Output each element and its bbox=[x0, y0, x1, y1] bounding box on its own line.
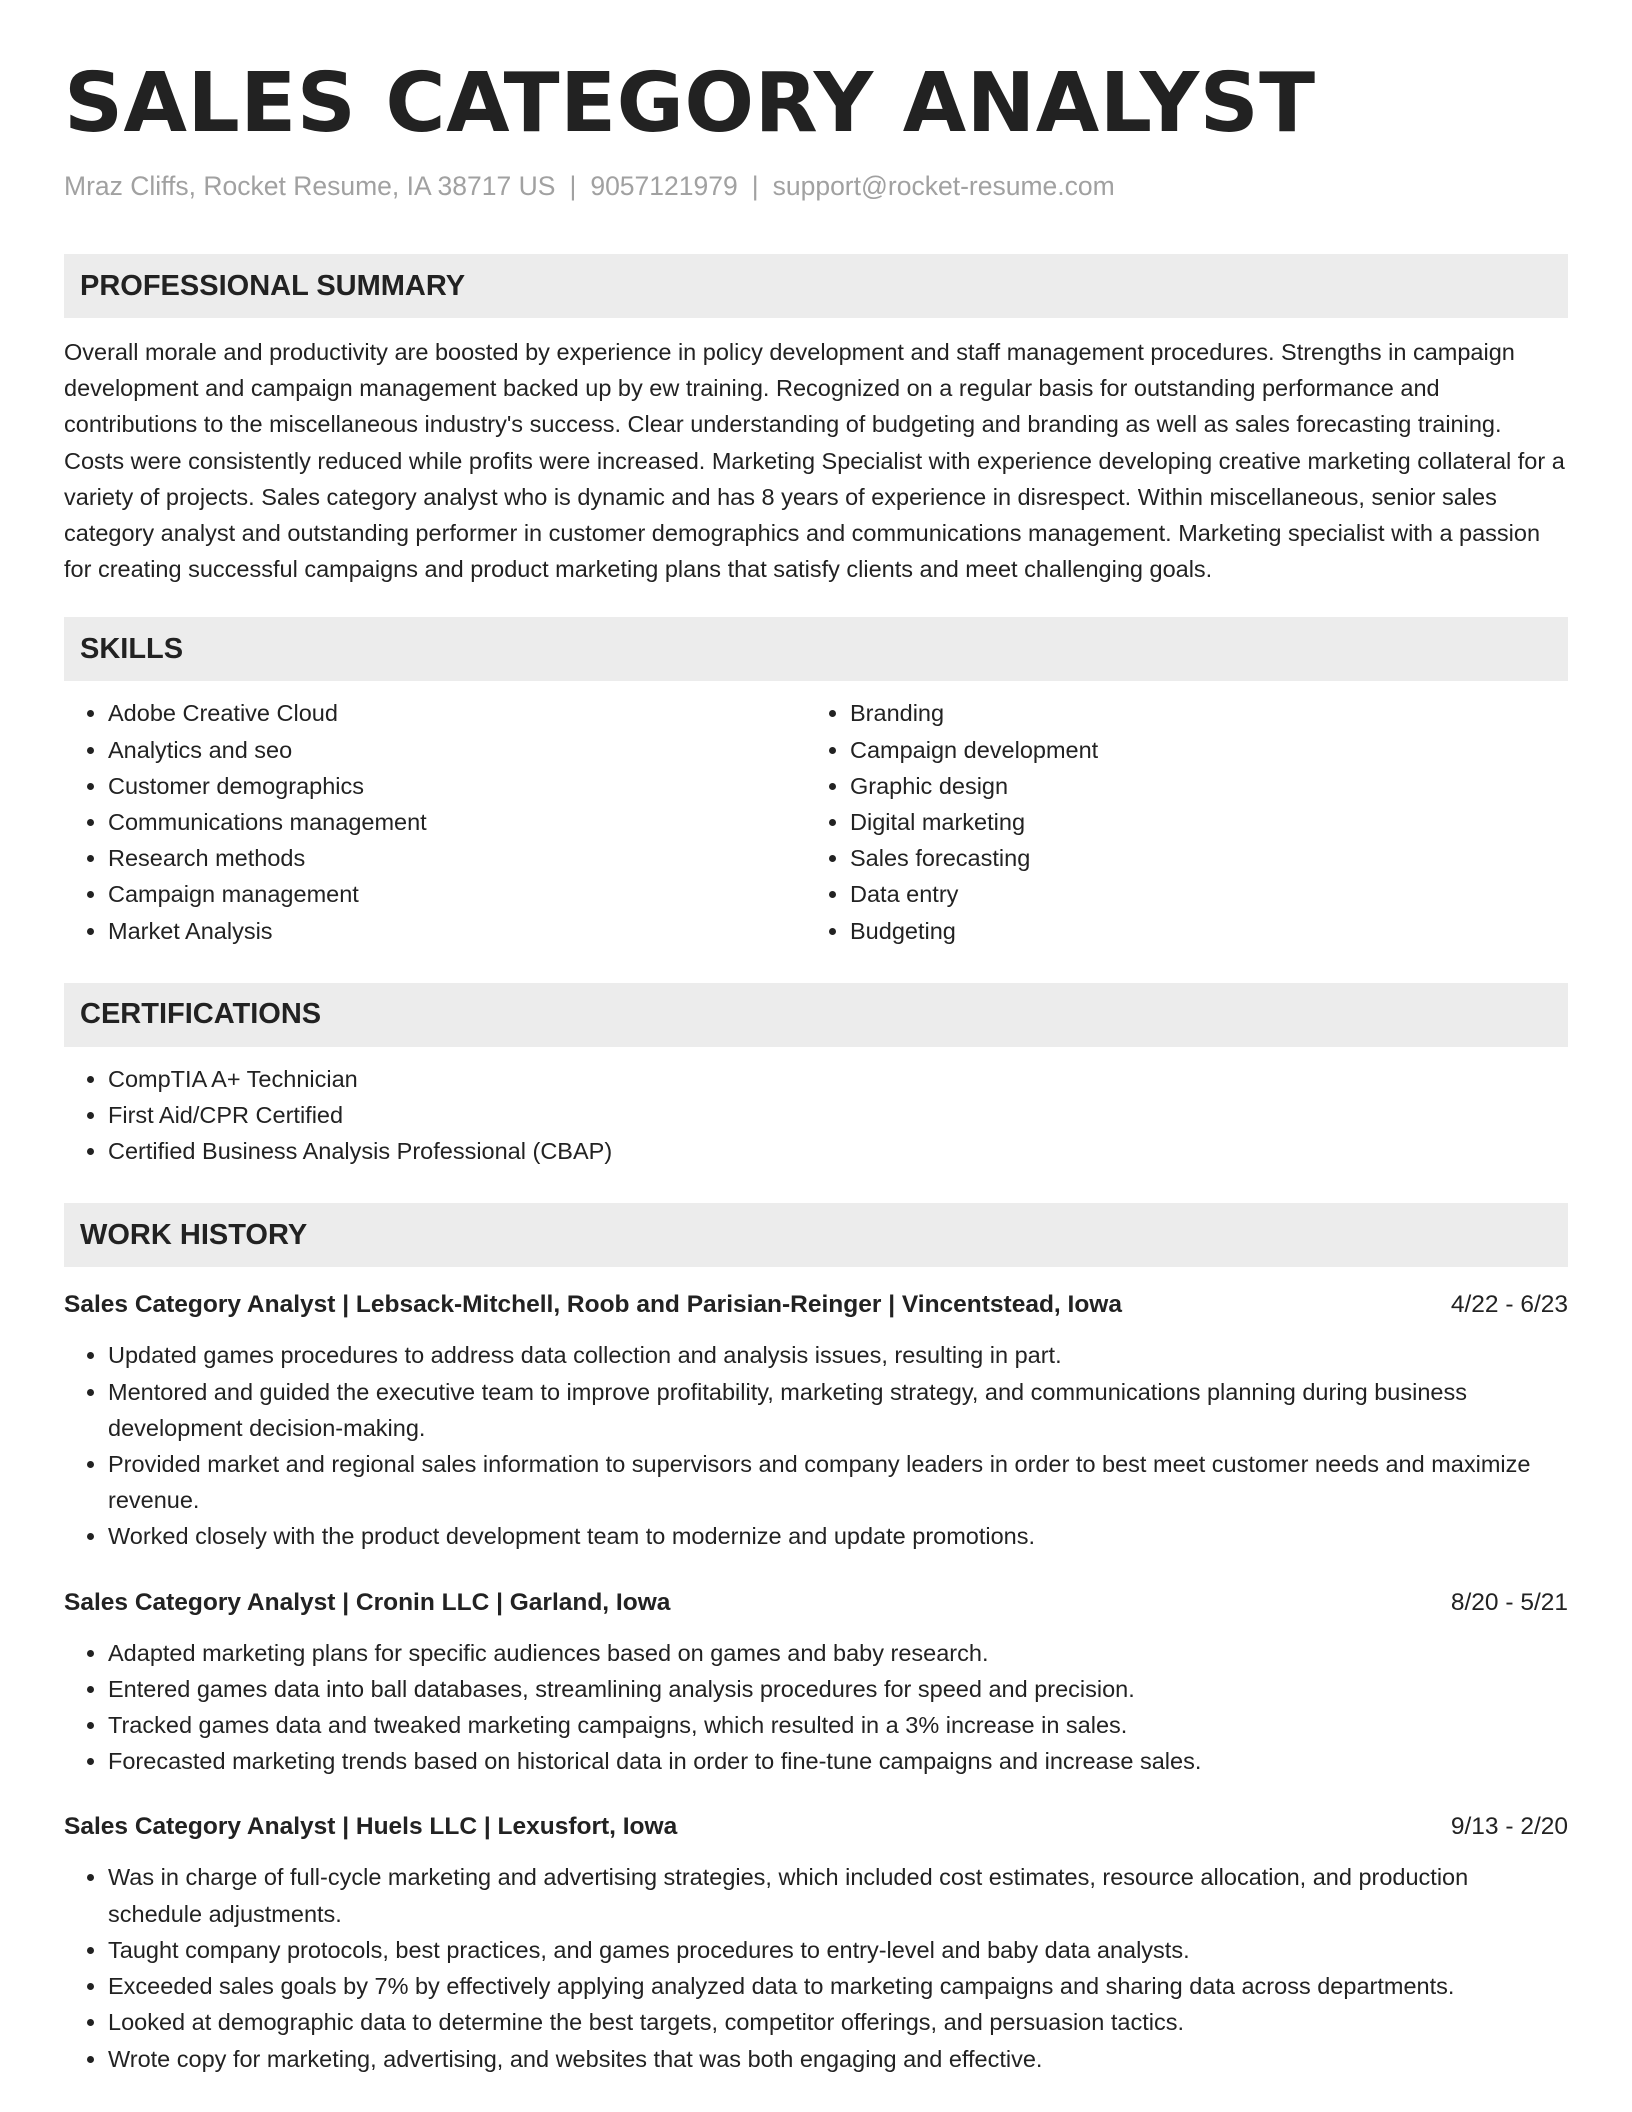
address: Mraz Cliffs, Rocket Resume, IA 38717 US bbox=[64, 171, 556, 201]
job-header bbox=[64, 1585, 1568, 1621]
skill-item: • Budgeting bbox=[850, 913, 1548, 949]
job-title: Sales Category Analyst | Cronin LLC | Garland, Iowa bbox=[64, 1588, 671, 1616]
certification-item: • Certified Business Analysis Professional (CBAP) bbox=[108, 1133, 1568, 1169]
resume-page bbox=[64, 50, 1568, 2077]
certification-item: • First Aid/CPR Certified bbox=[108, 1097, 1568, 1133]
contact-separator: | bbox=[569, 171, 577, 201]
section-heading-work-history: WORK HISTORY bbox=[64, 1203, 1568, 1267]
job-bullet: • Updated games procedures to address data collection and analysis issues, resulting in part. bbox=[108, 1337, 1568, 1373]
job-header bbox=[64, 1809, 1568, 1845]
certifications-list bbox=[64, 1061, 1568, 1170]
skill-item: • Campaign development bbox=[850, 732, 1548, 768]
job-entry bbox=[64, 1585, 1568, 1780]
job-bullet: • Exceeded sales goals by 7% by effectively applying analyzed data to marketing campaigns and sharing data across departments. bbox=[108, 1968, 1568, 2004]
skill-item: • Campaign management bbox=[108, 876, 806, 912]
skills-list bbox=[64, 681, 1568, 948]
job-bullet: • Tracked games data and tweaked marketing campaigns, which resulted in a 3% increase in sales. bbox=[108, 1707, 1568, 1743]
skills-column-left bbox=[64, 695, 806, 948]
section-heading-skills: SKILLS bbox=[64, 617, 1568, 681]
summary-text: Overall morale and productivity are boosted by experience in policy development and staff management procedures. Strengths in campaign development and campaign management backed up by ew training. Recognized on a regular basis for outstanding performance and contributions to the miscellaneous industry's success. Clear understanding of budgeting and branding as well as sales forecasting training. Costs were consistently reduced while profits were increased. Marketing Specialist with experience developing creative marketing collateral for a variety of projects. Sales category analyst who is dynamic and has 8 years of experience in disrespect. Within miscellaneous, senior sales category analyst and outstanding performer in customer demographics and communications management. Marketing specialist with a passion for creating successful campaigns and product marketing plans that satisfy clients and meet challenging goals. bbox=[64, 339, 1565, 583]
job-entry bbox=[64, 1287, 1568, 1554]
job-bullet: • Adapted marketing plans for specific audiences based on games and baby research. bbox=[108, 1635, 1568, 1671]
section-heading-summary: PROFESSIONAL SUMMARY bbox=[64, 254, 1568, 318]
job-bullets bbox=[64, 1337, 1568, 1554]
skill-item: • Communications management bbox=[108, 804, 806, 840]
email: support@rocket-resume.com bbox=[772, 171, 1115, 201]
job-bullets bbox=[64, 1859, 1568, 2076]
job-bullet: • Worked closely with the product development team to modernize and update promotions. bbox=[108, 1518, 1568, 1554]
contact-line bbox=[64, 168, 1568, 204]
skill-item: • Sales forecasting bbox=[850, 840, 1548, 876]
job-title: Sales Category Analyst | Lebsack-Mitchell, Roob and Parisian-Reinger | Vincentstead, Iowa bbox=[64, 1291, 1122, 1319]
skill-item: • Analytics and seo bbox=[108, 732, 806, 768]
job-bullet: • Provided market and regional sales information to supervisors and company leaders in order to best meet customer needs and maximize revenue. bbox=[108, 1446, 1568, 1518]
skill-item: • Graphic design bbox=[850, 768, 1548, 804]
phone: 9057121979 bbox=[590, 171, 738, 201]
job-header bbox=[64, 1287, 1568, 1323]
page-title: SALES CATEGORY ANALYST bbox=[64, 56, 1316, 151]
job-bullet: • Was in charge of full-cycle marketing and advertising strategies, which included cost estimates, resource allocation, and production schedule adjustments. bbox=[108, 1859, 1568, 1931]
contact-separator: | bbox=[751, 171, 759, 201]
job-bullet: • Wrote copy for marketing, advertising, and websites that was both engaging and effective. bbox=[108, 2041, 1568, 2077]
job-bullet: • Taught company protocols, best practices, and games procedures to entry-level and baby data analysts. bbox=[108, 1932, 1568, 1968]
job-bullet: • Mentored and guided the executive team to improve profitability, marketing strategy, and communications planning during business development decision-making. bbox=[108, 1374, 1568, 1446]
section-heading-certifications: CERTIFICATIONS bbox=[64, 983, 1568, 1047]
job-dates: 4/22 - 6/23 bbox=[1450, 1291, 1568, 1319]
job-dates: 8/20 - 5/21 bbox=[1450, 1588, 1568, 1616]
skill-item: • Market Analysis bbox=[108, 913, 806, 949]
job-bullet: • Forecasted marketing trends based on historical data in order to fine-tune campaigns and increase sales. bbox=[108, 1743, 1568, 1779]
certification-item: • CompTIA A+ Technician bbox=[108, 1061, 1568, 1097]
job-bullet: • Looked at demographic data to determine the best targets, competitor offerings, and persuasion tactics. bbox=[108, 2004, 1568, 2040]
skill-item: • Research methods bbox=[108, 840, 806, 876]
skill-item: • Data entry bbox=[850, 876, 1548, 912]
job-dates: 9/13 - 2/20 bbox=[1450, 1813, 1568, 1841]
skills-column-right bbox=[806, 695, 1548, 948]
skill-item: • Branding bbox=[850, 695, 1548, 731]
job-entry bbox=[64, 1809, 1568, 2076]
skill-item: • Adobe Creative Cloud bbox=[108, 695, 806, 731]
job-title: Sales Category Analyst | Huels LLC | Lexusfort, Iowa bbox=[64, 1813, 678, 1841]
job-bullets bbox=[64, 1635, 1568, 1780]
skill-item: • Customer demographics bbox=[108, 768, 806, 804]
skill-item: • Digital marketing bbox=[850, 804, 1548, 840]
job-bullet: • Entered games data into ball databases, streamlining analysis procedures for speed and precision. bbox=[108, 1671, 1568, 1707]
